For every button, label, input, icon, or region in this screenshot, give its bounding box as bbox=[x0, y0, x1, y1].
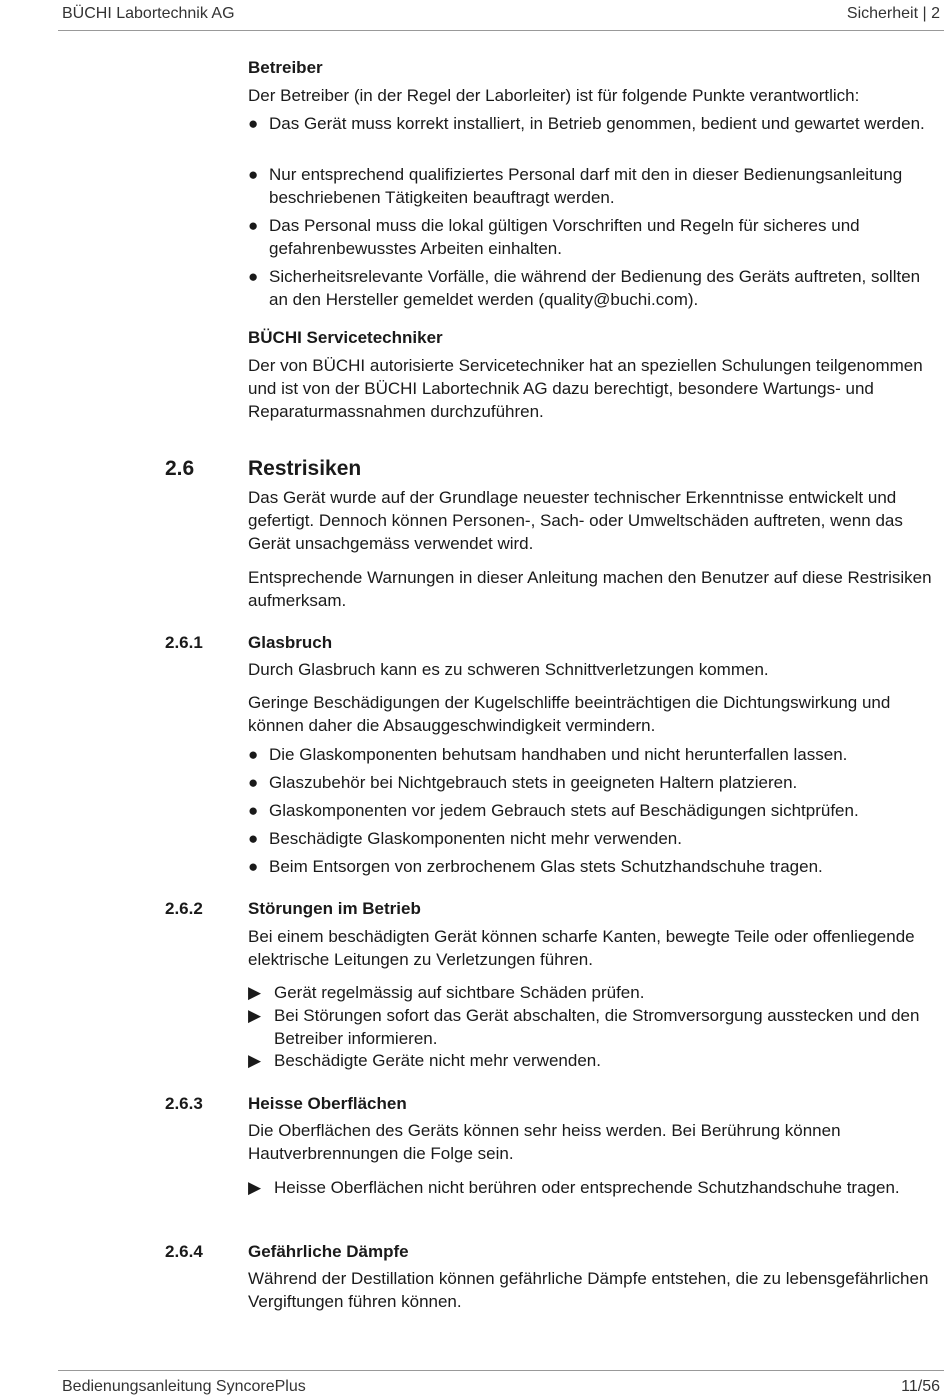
paragraph: Durch Glasbruch kann es zu schweren Schnittverletzungen kommen. bbox=[248, 660, 769, 679]
bullet-icon: ● bbox=[248, 114, 259, 133]
subsection-number: 2.6.2 bbox=[165, 899, 203, 918]
list-item-text: Nur entsprechend qualifiziertes Personal darf mit den in dieser Bedienungsanleitung beschriebenen Tätigkeiten beauftragt werden. bbox=[269, 165, 903, 207]
list-item-text: Beschädigte Geräte nicht mehr verwenden. bbox=[274, 1051, 601, 1070]
list-item-text: Gerät regelmässig auf sichtbare Schäden prüfen. bbox=[274, 983, 645, 1002]
page-number: 11/56 bbox=[901, 1378, 940, 1395]
list-item-text: Beschädigte Glaskomponenten nicht mehr verwenden. bbox=[269, 829, 682, 848]
section-number: 2.6 bbox=[165, 457, 195, 480]
list-item-text: Beim Entsorgen von zerbrochenem Glas stets Schutzhandschuhe tragen. bbox=[269, 857, 823, 876]
betreiber-heading: Betreiber bbox=[248, 58, 323, 77]
bullet-icon: ● bbox=[248, 165, 259, 184]
list-item bbox=[248, 981, 938, 1004]
arrow-icon: ▶ bbox=[248, 1006, 262, 1025]
subsection-title: Heisse Oberflächen bbox=[248, 1094, 407, 1113]
subsection-number: 2.6.1 bbox=[165, 633, 203, 652]
header-rule bbox=[58, 30, 944, 31]
section-title: Restrisiken bbox=[248, 457, 362, 480]
list-item-text: Glaszubehör bei Nichtgebrauch stets in geeigneten Haltern platzieren. bbox=[269, 773, 798, 792]
arrow-icon: ▶ bbox=[248, 1178, 262, 1197]
list-item bbox=[248, 163, 938, 209]
paragraph: Geringe Beschädigungen der Kugelschliffe beeinträchtigen die Dichtungswirkung und können daher die Absauggeschwindigkeit vermindern. bbox=[248, 693, 891, 735]
list-item-text: Das Gerät muss korrekt installiert, in Betrieb genommen, bedient und gewartet werden. bbox=[269, 114, 925, 133]
arrow-icon: ▶ bbox=[248, 1051, 262, 1070]
list-item bbox=[248, 771, 938, 794]
bullet-icon: ● bbox=[248, 773, 259, 792]
paragraph: Während der Destillation können gefährliche Dämpfe entstehen, die zu lebensgefährlichen Vergiftungen führen können. bbox=[248, 1269, 929, 1311]
subsection-number: 2.6.4 bbox=[165, 1242, 203, 1261]
list-item bbox=[248, 214, 938, 260]
paragraph: Das Gerät wurde auf der Grundlage neuester technischer Erkenntnisse entwickelt und gefertigt. Dennoch können Personen-, Sach- oder Umweltschäden auftreten, wenn das Gerät unsachgemäss verwendet wird. bbox=[248, 488, 903, 553]
list-item-text: Glaskomponenten vor jedem Gebrauch stets auf Beschädigungen sichtprüfen. bbox=[269, 801, 859, 820]
paragraph: Entsprechende Warnungen in dieser Anleitung machen den Benutzer auf diese Restrisiken aufmerksam. bbox=[248, 568, 932, 610]
list-item-text: Sicherheitsrelevante Vorfälle, die während der Bedienung des Geräts auftreten, sollten an den Hersteller gemeldet werden (quality@buchi.com). bbox=[269, 267, 921, 309]
betreiber-intro: Der Betreiber (in der Regel der Laborleiter) ist für folgende Punkte verantwortlich: bbox=[248, 86, 860, 105]
paragraph: Die Oberflächen des Geräts können sehr heiss werden. Bei Berührung können Hautverbrennungen die Folge sein. bbox=[248, 1121, 841, 1163]
list-item-text: Das Personal muss die lokal gültigen Vorschriften und Regeln für sicheres und gefahrenbewusstes Arbeiten einhalten. bbox=[269, 216, 860, 258]
list-item-text: Heisse Oberflächen nicht berühren oder entsprechende Schutzhandschuhe tragen. bbox=[274, 1178, 900, 1197]
subsection-number: 2.6.3 bbox=[165, 1094, 203, 1113]
bullet-icon: ● bbox=[248, 829, 259, 848]
service-text: Der von BÜCHI autorisierte Servicetechniker hat an speziellen Schulungen teilgenommen und ist von der BÜCHI Labortechnik AG dazu berechtigt, besondere Wartungs- und Reparaturmassnahmen durchzuführen. bbox=[248, 356, 923, 421]
paragraph: Bei einem beschädigten Gerät können scharfe Kanten, bewegte Teile oder offenliegende elektrische Leitungen zu Verletzungen führen. bbox=[248, 927, 915, 969]
list-item bbox=[248, 743, 938, 766]
list-item-text: Bei Störungen sofort das Gerät abschalten, die Stromversorgung ausstecken und den Betreiber informieren. bbox=[274, 1006, 920, 1048]
footer-document-title: Bedienungsanleitung SyncorePlus bbox=[62, 1378, 306, 1395]
bullet-icon: ● bbox=[248, 801, 259, 820]
header-company: BÜCHI Labortechnik AG bbox=[62, 5, 235, 22]
bullet-icon: ● bbox=[248, 267, 259, 286]
header-section: Sicherheit | 2 bbox=[846, 5, 940, 22]
bullet-icon: ● bbox=[248, 745, 259, 764]
list-item bbox=[248, 265, 938, 311]
subsection-title: Störungen im Betrieb bbox=[248, 899, 421, 918]
bullet-icon: ● bbox=[248, 857, 259, 876]
subsection-title: Glasbruch bbox=[248, 633, 333, 652]
footer-rule bbox=[58, 1370, 944, 1371]
list-item bbox=[248, 827, 938, 850]
list-item bbox=[248, 1176, 938, 1199]
bullet-icon: ● bbox=[248, 216, 259, 235]
arrow-icon: ▶ bbox=[248, 983, 262, 1002]
list-item bbox=[248, 799, 938, 822]
list-item bbox=[248, 1004, 938, 1050]
list-item bbox=[248, 112, 938, 135]
service-heading: BÜCHI Servicetechniker bbox=[248, 328, 443, 347]
page-header bbox=[62, 5, 940, 27]
list-item bbox=[248, 855, 938, 878]
list-item-text: Die Glaskomponenten behutsam handhaben und nicht herunterfallen lassen. bbox=[269, 745, 848, 764]
subsection-title: Gefährliche Dämpfe bbox=[248, 1242, 409, 1261]
list-item bbox=[248, 1049, 938, 1072]
